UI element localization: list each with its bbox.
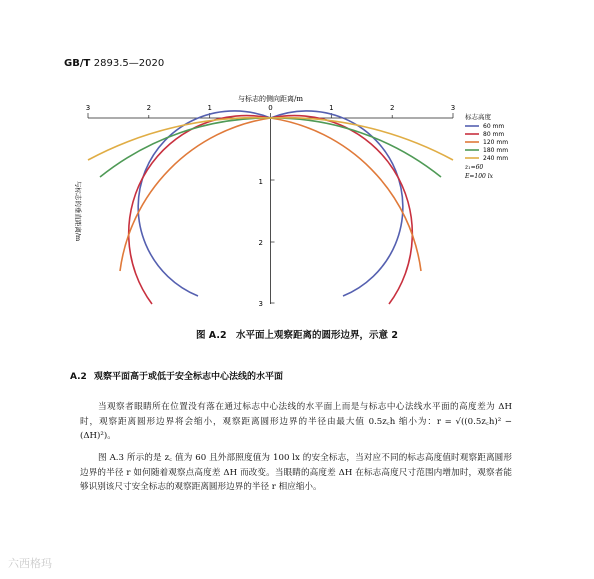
top-tick-label: 2 <box>146 104 152 112</box>
legend <box>464 112 508 180</box>
legend-label: 80 mm <box>483 131 505 138</box>
top-tick-label: 1 <box>207 104 212 112</box>
top-axis-label: 与标志的侧向距离/m <box>238 95 303 103</box>
paragraph-1: 当观察者眼睛所在位置没有落在通过标志中心法线的水平面上而是与标志中心法线水平面的高度差为 ΔH 时，观察距离圆形边界将会缩小，观察距离圆形边界的半径由最大值 0.5z꜀h 缩小为：r = √((0.5z꜀h)² − (ΔH)²)。 <box>80 402 512 441</box>
top-tick-label: 1 <box>329 104 334 112</box>
legend-note-illuminance: E=100 lx <box>465 173 494 180</box>
paragraph-2: 图 A.3 所示的是 z꜀ 值为 60 且外部照度值为 100 lx 的安全标志，当对应不同的标志高度值时观察距离圆形边界的半径 r 如何随着观察点高度差 ΔH 而改变。当眼睛的高度差 ΔH 在标志高度尺寸范围内增加时，观察者能够识别该尺寸安全标志的观察距离圆形边界的半径 r 相应缩小。 <box>80 453 512 492</box>
legend-title: 标志高度 <box>465 113 491 121</box>
standard-code <box>64 58 164 69</box>
standard-number: 2893.5—2020 <box>93 58 165 69</box>
left-tick-label: 2 <box>258 239 263 247</box>
section-heading <box>70 369 283 382</box>
standard-prefix: GB/T <box>64 58 91 69</box>
circle-boundary-figure <box>60 86 509 318</box>
legend-note-zc: z₁=60 <box>465 164 484 171</box>
top-tick-label: 2 <box>389 104 395 112</box>
watermark: 六西格玛 <box>8 557 52 570</box>
section-number: A.2 <box>70 372 87 382</box>
left-axis-label: 与标志的垂直距离/m <box>74 180 82 242</box>
legend-label: 60 mm <box>483 123 505 130</box>
legend-label: 180 mm <box>483 147 509 154</box>
legend-label: 240 mm <box>483 155 509 162</box>
left-tick-label: 1 <box>258 178 263 186</box>
top-tick-label: 0 <box>268 104 273 112</box>
legend-label: 120 mm <box>483 139 509 146</box>
figure-caption: 图 A.2 水平面上观察距离的圆形边界，示意 2 <box>196 330 398 341</box>
left-tick-label: 3 <box>258 300 263 308</box>
top-tick-label: 3 <box>450 104 456 112</box>
section-title: 观察平面高于或低于安全标志中心法线的水平面 <box>94 372 284 382</box>
top-tick-label: 3 <box>85 104 91 112</box>
